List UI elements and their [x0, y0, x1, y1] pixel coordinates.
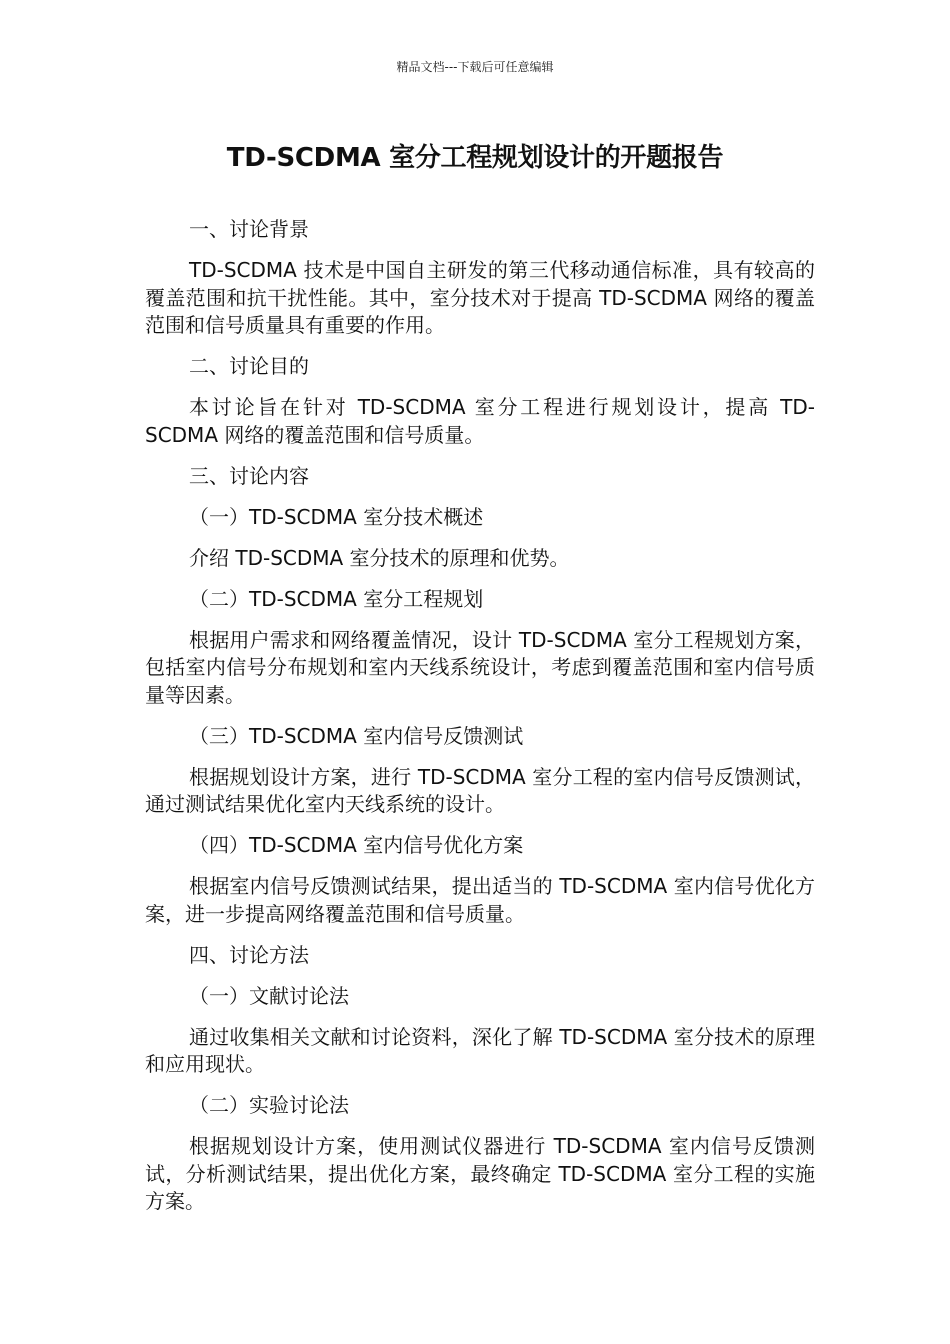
- header-note: 精品文档---下载后可任意编辑: [396, 60, 554, 74]
- subheading-literature-method: （一）文献讨论法: [189, 983, 349, 1008]
- document-body: [145, 216, 815, 1229]
- section-heading-content: 三、讨论内容: [189, 463, 309, 488]
- paragraph-overview: 介绍 TD-SCDMA 室分技术的原理和优势。: [189, 545, 570, 570]
- subheading-overview: （一）TD-SCDMA 室分技术概述: [189, 504, 484, 529]
- subheading-experiment-method: （二）实验讨论法: [189, 1093, 349, 1117]
- paragraph-experiment-method: 根据规划设计方案，使用测试仪器进行 TD-SCDMA 室内信号反馈测试，分析测试结果，提出优化方案，最终确定 TD-SCDMA 室分工程的实施方案。: [145, 1134, 815, 1213]
- paragraph-feedback-test: 根据规划设计方案，进行 TD-SCDMA 室分工程的室内信号反馈测试，通过测试结果优化室内天线系统的设计。: [145, 764, 815, 816]
- paragraph-literature-method: 通过收集相关文献和讨论资料，深化了解 TD-SCDMA 室分技术的原理和应用现状。: [145, 1024, 815, 1076]
- paragraph-planning: 根据用户需求和网络覆盖情况，设计 TD-SCDMA 室分工程规划方案，包括室内信号分布规划和室内天线系统设计，考虑到覆盖范围和室内信号质量等因素。: [145, 627, 815, 707]
- section-heading-background: 一、讨论背景: [189, 217, 309, 241]
- subheading-optimization: （四）TD-SCDMA 室内信号优化方案: [189, 833, 524, 857]
- document-title: TD-SCDMA 室分工程规划设计的开题报告: [226, 143, 724, 173]
- paragraph-optimization: 根据室内信号反馈测试结果，提出适当的 TD-SCDMA 室内信号优化方案，进一步提高网络覆盖范围和信号质量。: [145, 874, 815, 926]
- section-heading-methods: 四、讨论方法: [189, 942, 309, 967]
- subheading-feedback-test: （三）TD-SCDMA 室内信号反馈测试: [189, 723, 524, 748]
- paragraph-purpose: 本讨论旨在针对 TD-SCDMA 室分工程进行规划设计，提高 TD-SCDMA 网络的覆盖范围和信号质量。: [145, 395, 815, 447]
- subheading-planning: （二）TD-SCDMA 室分工程规划: [189, 586, 484, 611]
- section-heading-purpose: 二、讨论目的: [189, 354, 309, 378]
- paragraph-background: TD-SCDMA 技术是中国自主研发的第三代移动通信标准，具有较高的覆盖范围和抗干扰性能。其中，室分技术对于提高 TD-SCDMA 网络的覆盖范围和信号质量具有重要的作用。: [145, 258, 815, 337]
